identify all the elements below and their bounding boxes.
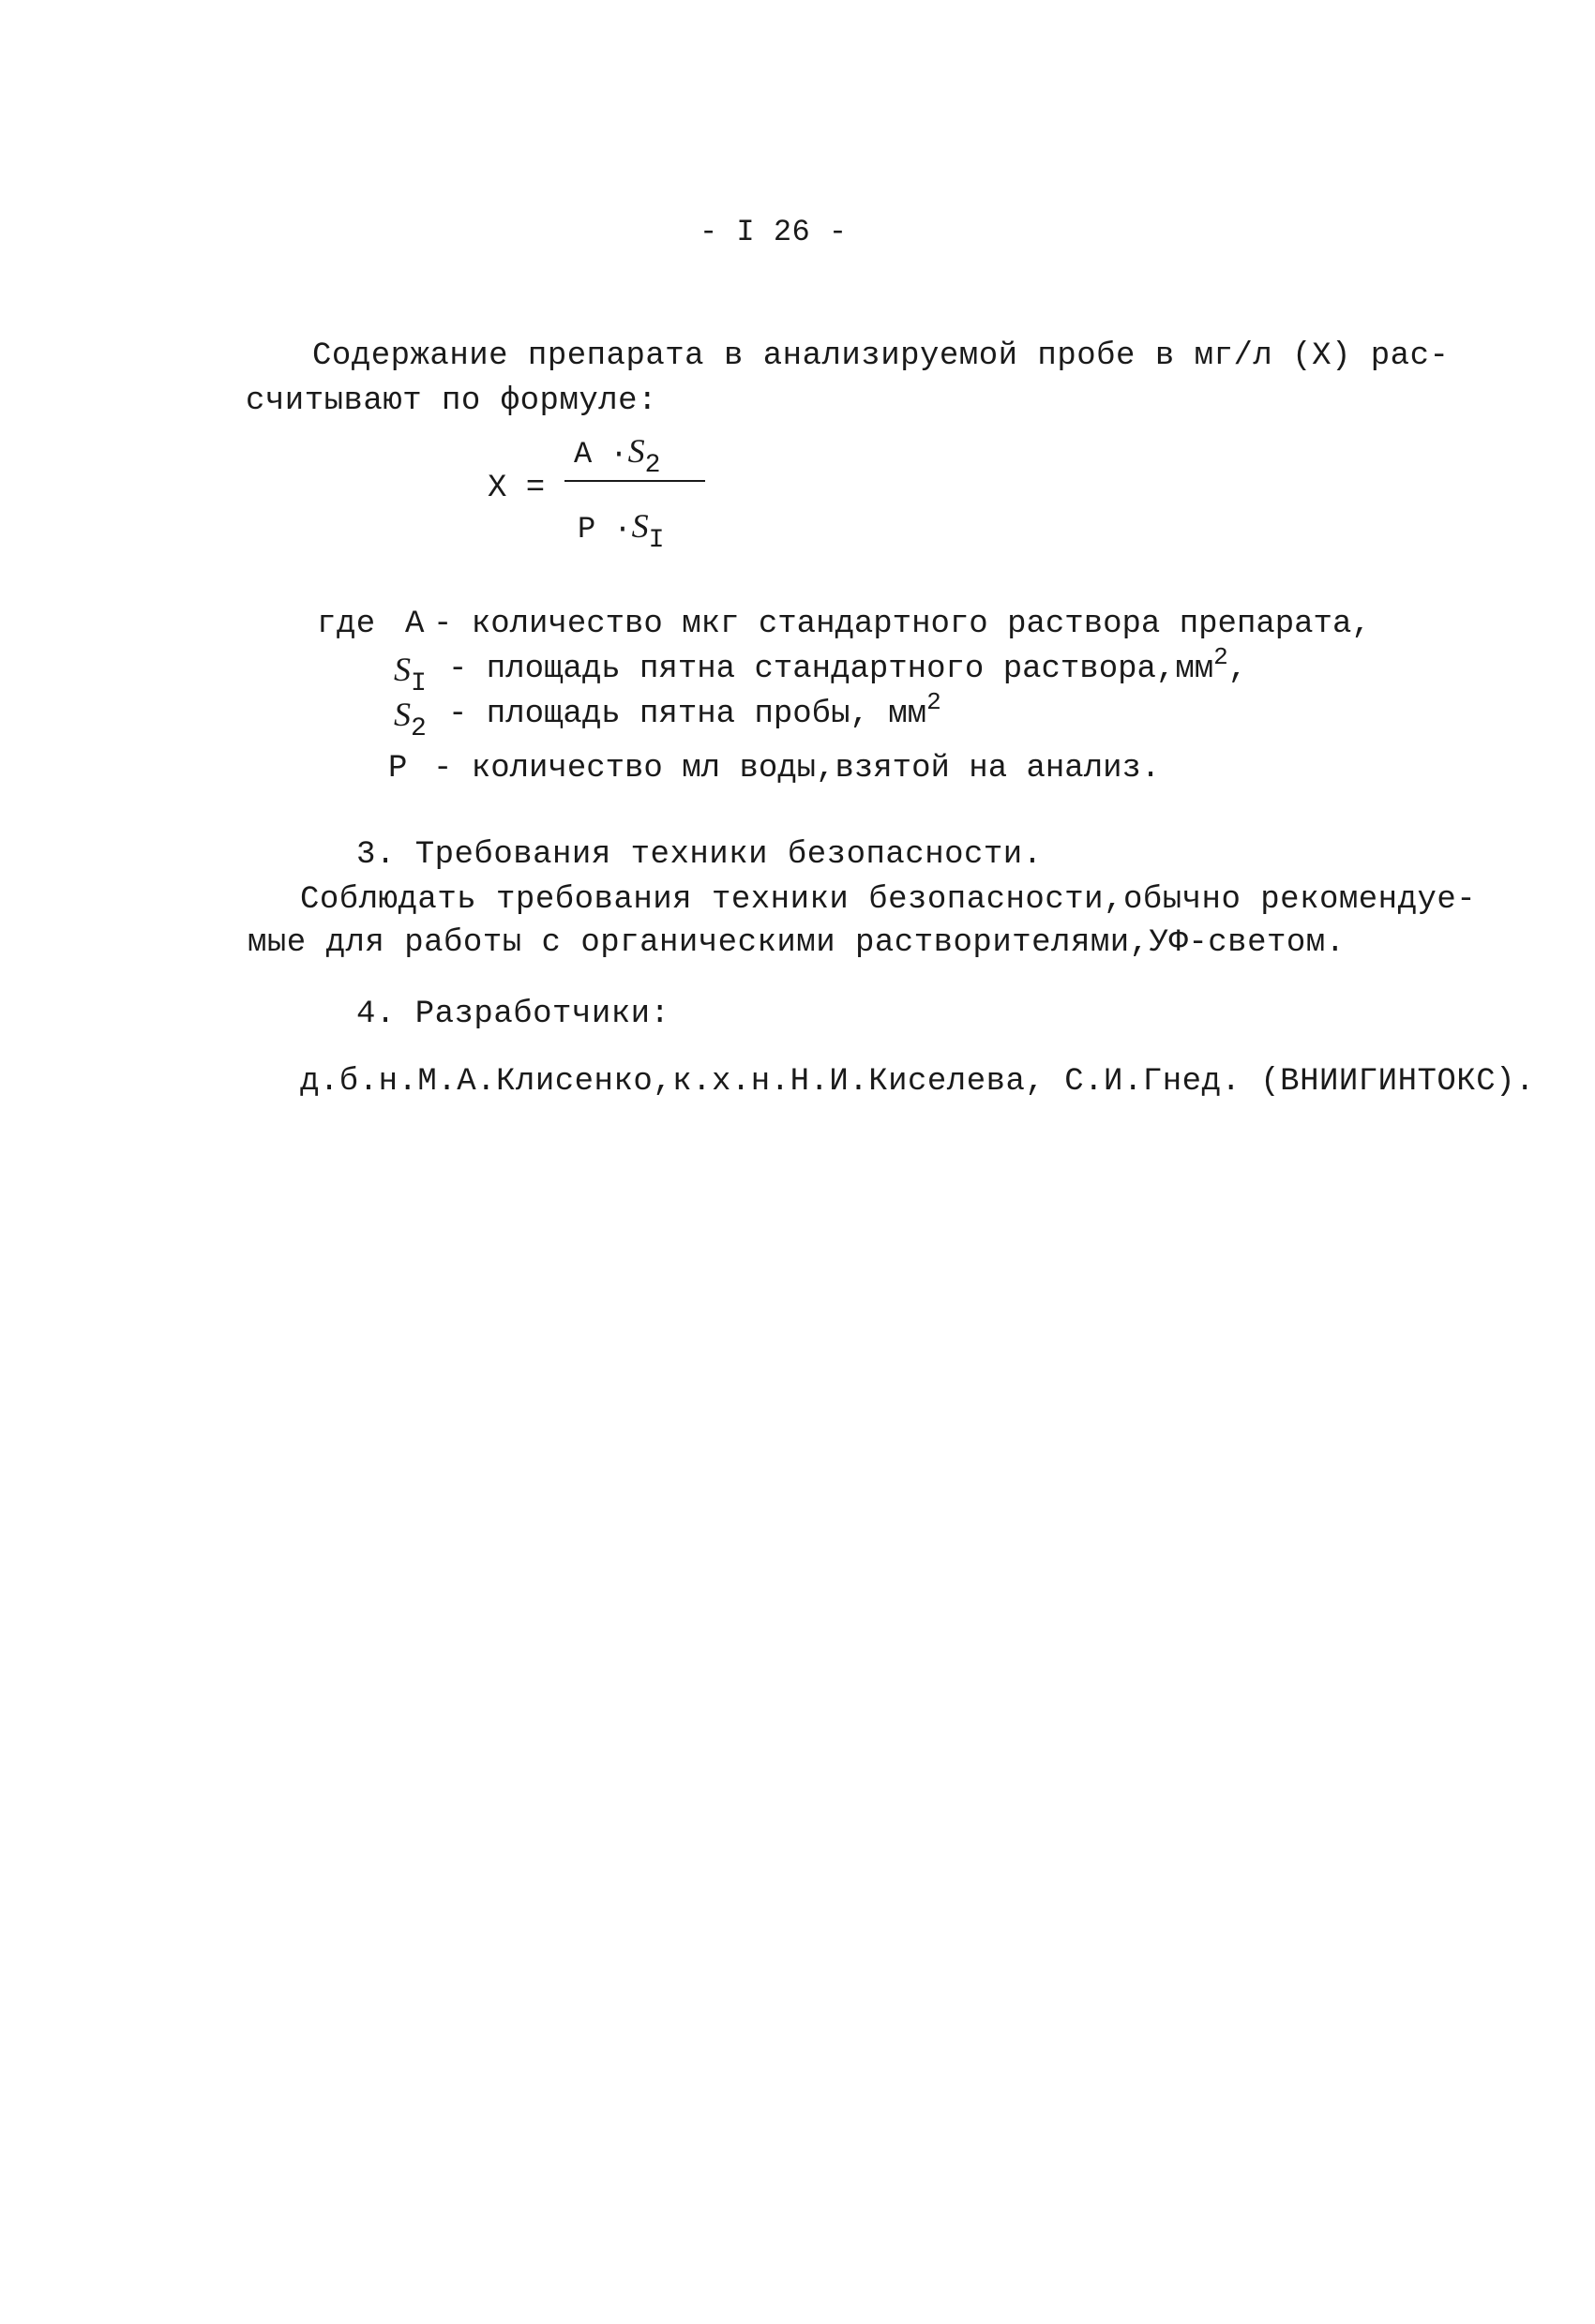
definition-text-s2: - площадь пятна пробы, $мм^2$ <box>448 688 941 732</box>
formula <box>488 431 713 562</box>
formula-denominator: P ·SI <box>578 507 665 555</box>
formula-lhs: X = <box>488 471 546 506</box>
definition-symbol-s1: $S_I$ <box>394 651 427 698</box>
definition-text-p: - количество мл воды,взятой на анализ. <box>433 751 1161 787</box>
definition-symbol-s2: $S_2$ <box>394 696 427 743</box>
fraction-bar <box>564 480 705 482</box>
definition-text-s1: - площадь пятна стандартного $раствора,мм^2$, <box>448 643 1248 687</box>
section-3-line-2: мые для работы с органическими растворителями,УФ-светом. <box>248 925 1346 961</box>
authors-line: д.б.н.М.А.Клисенко,к.х.н.Н.И.Киселева, С.И.Гнед. (ВНИИГИНТОКС). <box>300 1064 1535 1100</box>
intro-line-2: считывают по формуле: <box>246 383 657 419</box>
definition-text-a: - количество мкг стандартного раствора препарата, <box>433 607 1371 642</box>
section-3-line-1: Соблюдать требования техники безопасности,обычно рекомендуе- <box>300 882 1477 918</box>
page-number: - I 26 - <box>700 215 848 249</box>
definition-symbol-a: A <box>405 607 425 642</box>
section-4-heading: 4. Разработчики: <box>356 997 670 1032</box>
intro-line-1: Содержание препарата в анализируемой пробе в мг/л (Х) рас- <box>312 338 1450 374</box>
section-3-heading: 3. Требования техники безопасности. <box>356 837 1043 873</box>
formula-numerator: A ·S2 <box>574 432 661 480</box>
where-label: где <box>317 607 376 642</box>
definition-symbol-p: P <box>388 751 408 787</box>
